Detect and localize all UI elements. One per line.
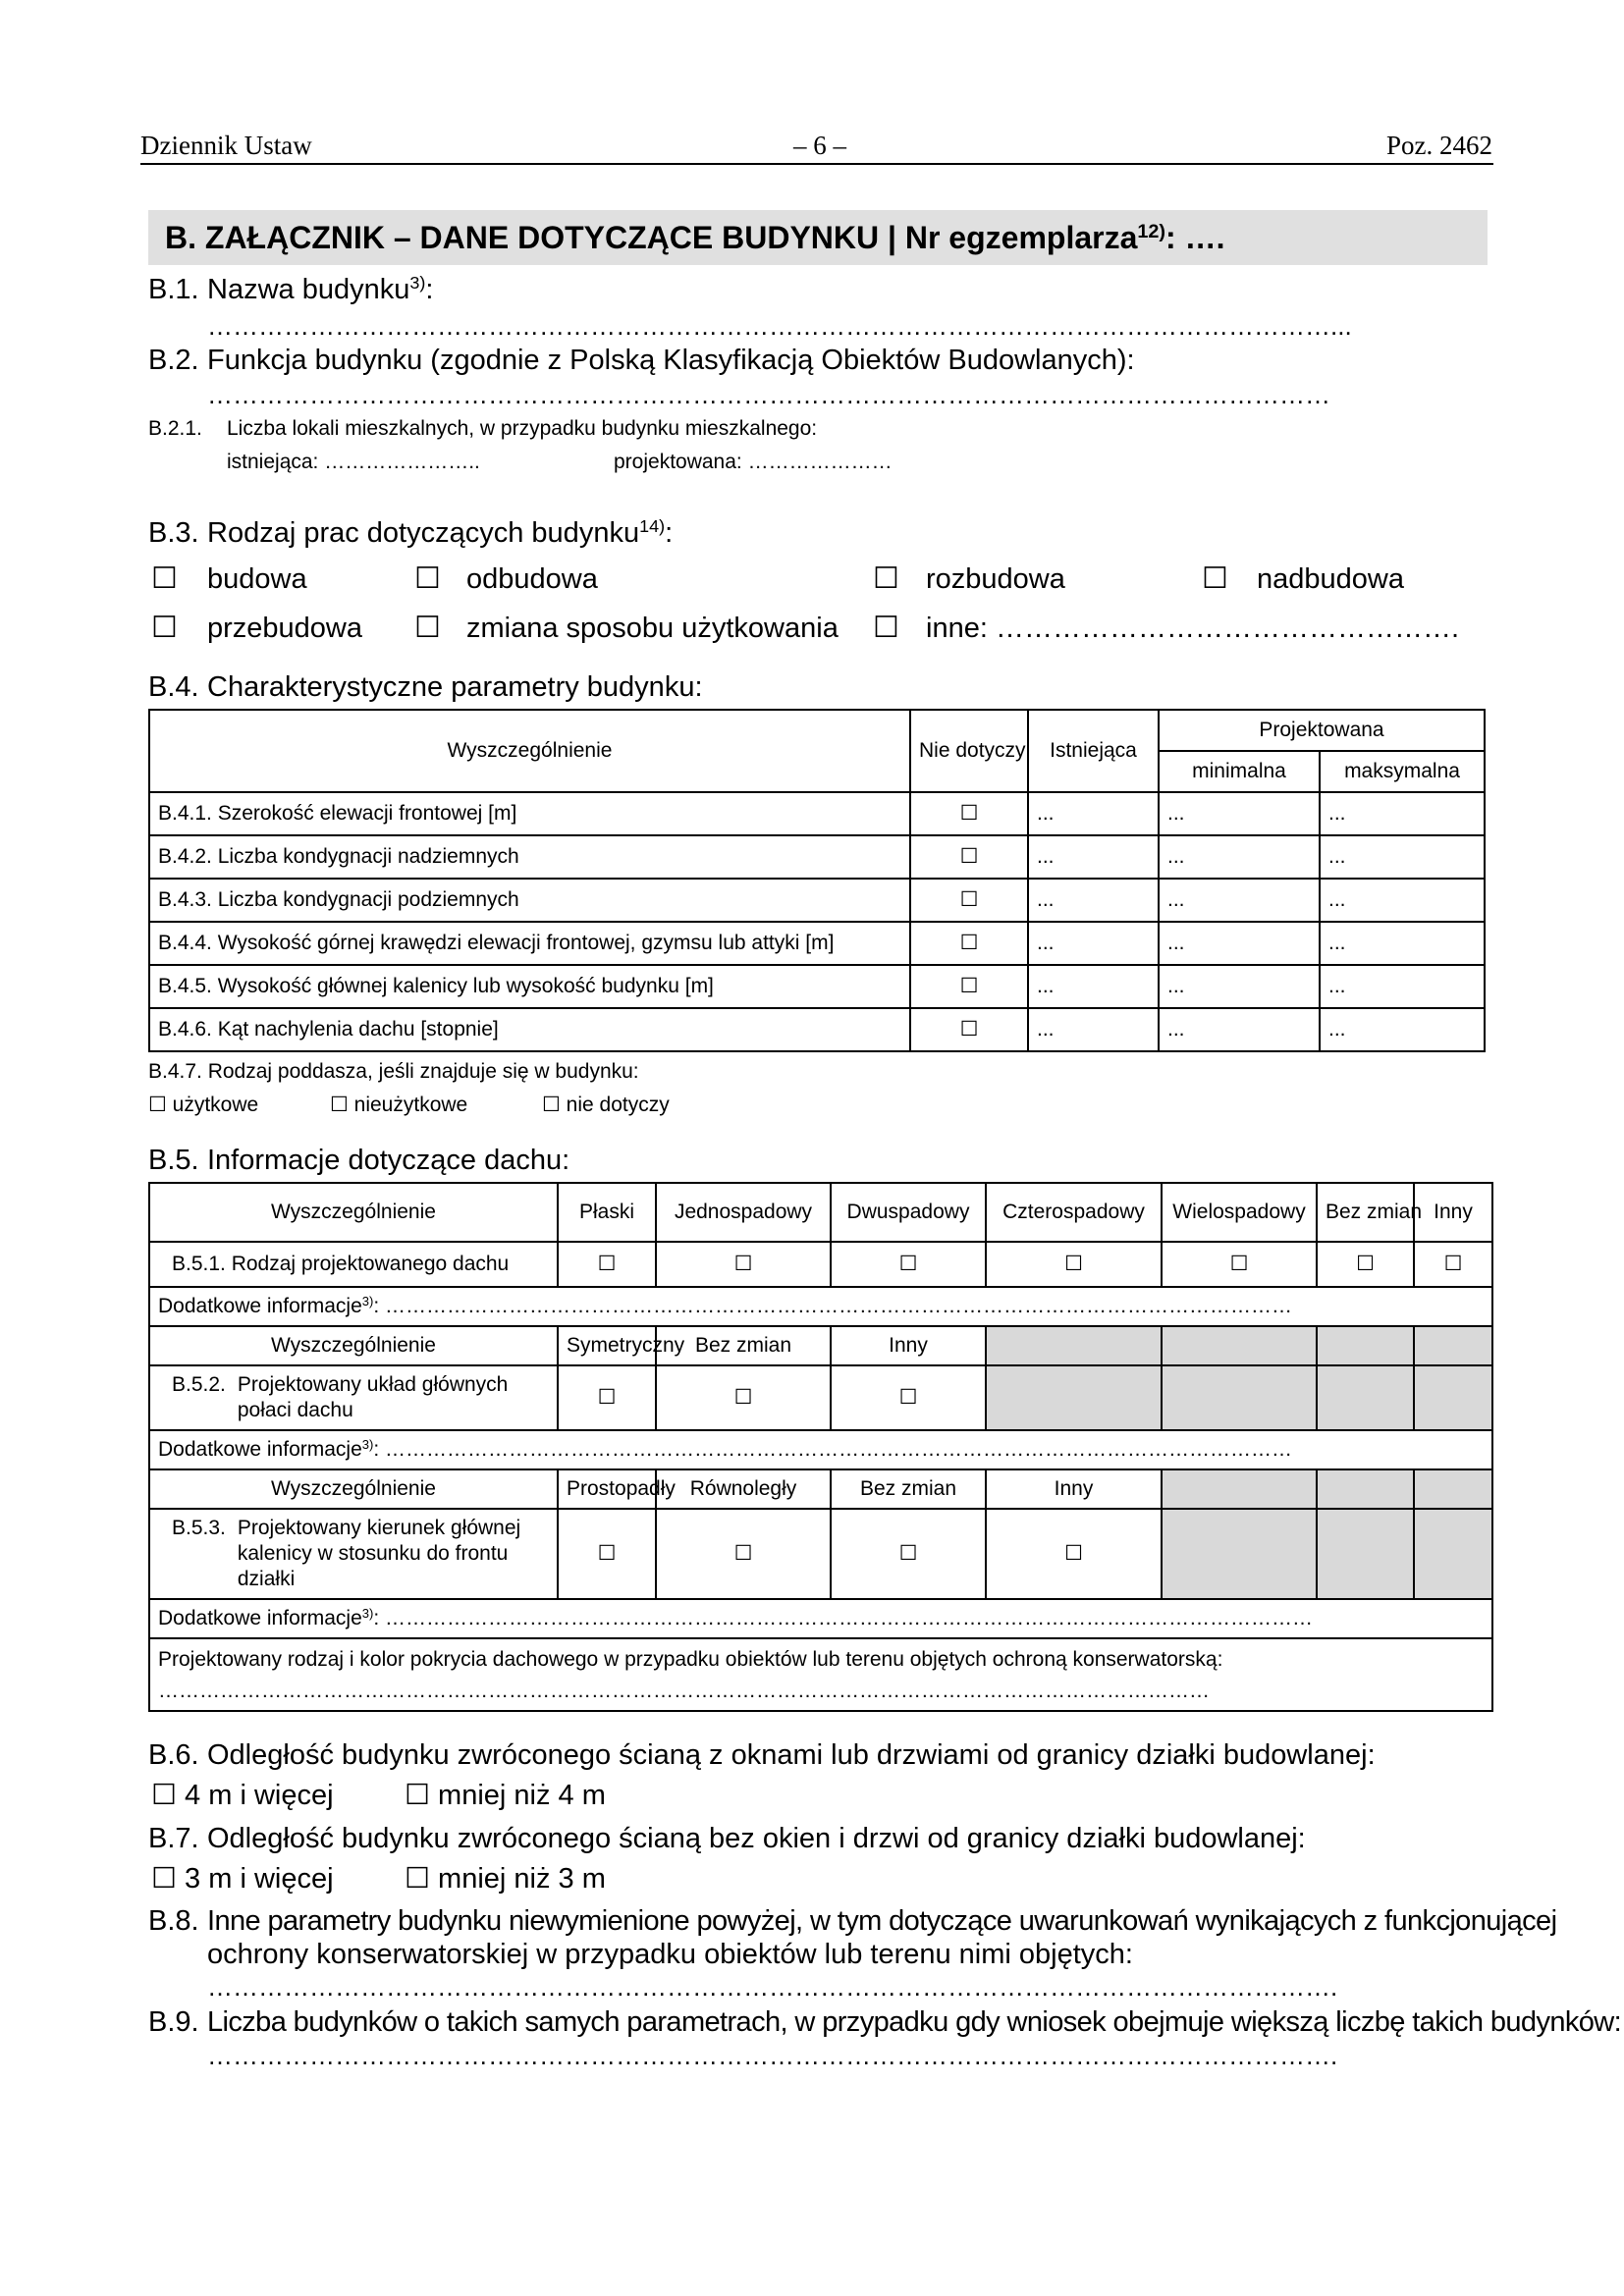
b3-number: B.3. [148, 517, 199, 549]
ridge-parallel: Równoległy [656, 1469, 831, 1509]
shaded-cell [1414, 1365, 1492, 1430]
layout-symmetric: Symetryczny [558, 1326, 656, 1365]
journal-name: Dziennik Ustaw [140, 131, 312, 160]
b4-row-na-checkbox[interactable]: ☐ [910, 965, 1028, 1008]
b4-row-label: B.4.6. Kąt nachylenia dachu [stopnie] [149, 1008, 910, 1051]
b4-header-min: minimalna [1159, 751, 1320, 792]
b4-row-existing[interactable]: ... [1028, 965, 1159, 1008]
option-inne-field[interactable]: inne: …………………………………………. [926, 613, 1459, 644]
b4-row-max[interactable]: ... [1320, 792, 1485, 835]
roof-type-hip: Czterospadowy [986, 1183, 1162, 1242]
table-row [149, 922, 1485, 965]
b4-row-na-checkbox[interactable]: ☐ [910, 1008, 1028, 1051]
ridge-perpendicular-checkbox[interactable]: ☐ [558, 1509, 656, 1599]
table-row [149, 835, 1485, 879]
shaded-cell [1317, 1326, 1414, 1365]
layout-symmetric-checkbox[interactable]: ☐ [558, 1365, 656, 1430]
b4-row-min[interactable]: ... [1159, 965, 1320, 1008]
b47-label: B.4.7. Rodzaj poddasza, jeśli znajduje się w budynku: [148, 1060, 639, 1083]
b4-row-label: B.4.1. Szerokość elewacji frontowej [m] [149, 792, 910, 835]
b21-planned-field[interactable]: projektowana: ………………… [614, 451, 893, 473]
option-rozbudowa: rozbudowa [926, 563, 1065, 595]
b5-label: Informacje dotyczące dachu: [207, 1145, 570, 1176]
ridge-parallel-checkbox[interactable]: ☐ [656, 1509, 831, 1599]
b4-row-na-checkbox[interactable]: ☐ [910, 792, 1028, 835]
section-title [148, 210, 1488, 265]
b6-option-4m-less[interactable]: ☐ mniej niż 4 m [405, 1780, 606, 1811]
ridge-other: Inny [986, 1469, 1162, 1509]
b4-row-max[interactable]: ... [1320, 922, 1485, 965]
b4-row-min[interactable]: ... [1159, 792, 1320, 835]
b51-extra-info[interactable]: Dodatkowe informacje$^{3)}$: …………………………………………………………………………………………………………………… [149, 1287, 1492, 1326]
shaded-cell [1317, 1365, 1414, 1430]
b4-number: B.4. [148, 671, 199, 703]
shaded-cell [1162, 1509, 1317, 1599]
b2-input-dots[interactable]: …………………………………………………………………………………………………………………… [207, 380, 1330, 409]
page-number: – 6 – [793, 131, 846, 160]
b1-input-dots[interactable]: ……………………………………………………………………………………………………………………... [207, 311, 1352, 341]
b4-row-existing[interactable]: ... [1028, 879, 1159, 922]
shaded-cell [1162, 1365, 1317, 1430]
b9-number: B.9. [148, 2006, 199, 2038]
b4-label: Charakterystyczne parametry budynku: [207, 671, 703, 703]
shaded-cell [1162, 1469, 1317, 1509]
roof-cover-label: Projektowany rodzaj i kolor pokrycia dachowego w przypadku obiektów lub terenu objętych ochroną konserwatorską: [158, 1648, 1223, 1671]
checkbox-zmiana[interactable]: ☐ [414, 612, 441, 644]
b52-header-spec: Wyszczególnienie [149, 1326, 558, 1365]
b6-number: B.6. [148, 1739, 199, 1771]
b3-label: Rodzaj prac dotyczących budynku$^{14)}$: [207, 516, 674, 549]
b4-row-label: B.4.2. Liczba kondygnacji nadziemnych [149, 835, 910, 879]
b53-label: B.5.3. Projektowany kierunek głównej kalenicy w stosunku do frontu działki [149, 1509, 558, 1599]
b53-header-spec: Wyszczególnienie [149, 1469, 558, 1509]
b7-option-3m-more[interactable]: ☐ 3 m i więcej [151, 1863, 334, 1895]
b52-label: B.5.2. Projektowany układ głównych połaci dachu [149, 1365, 558, 1430]
shaded-cell [1414, 1326, 1492, 1365]
checkbox-budowa[interactable]: ☐ [151, 562, 178, 595]
checkbox-przebudowa[interactable]: ☐ [151, 612, 178, 644]
shaded-cell [1414, 1469, 1492, 1509]
ridge-unchanged-checkbox[interactable]: ☐ [831, 1509, 986, 1599]
b4-row-max[interactable]: ... [1320, 1008, 1485, 1051]
b47-option-na[interactable]: ☐ nie dotyczy [542, 1094, 670, 1116]
roof-type-other: Inny [1414, 1183, 1492, 1242]
checkbox-inne[interactable]: ☐ [873, 612, 899, 644]
b21-label: Liczba lokali mieszkalnych, w przypadku budynku mieszkalnego: [227, 417, 818, 440]
b52-extra-info[interactable]: Dodatkowe informacje$^{3)}$: …………………………………………………………………………………………………………………… [149, 1430, 1492, 1469]
b9-input-dots[interactable]: ……………………………………………………………………………………………………………………. [207, 2041, 1338, 2070]
b7-option-3m-less[interactable]: ☐ mniej niż 3 m [405, 1863, 606, 1895]
b8-number: B.8. [148, 1905, 199, 1937]
b4-row-na-checkbox[interactable]: ☐ [910, 835, 1028, 879]
b4-row-existing[interactable]: ... [1028, 922, 1159, 965]
copy-number-field[interactable]: : …. [1165, 220, 1225, 255]
b7-label: Odległość budynku zwróconego ścianą bez okien i drzwi od granicy działki budowlanej: [207, 1823, 1306, 1854]
option-odbudowa: odbudowa [466, 563, 598, 595]
b4-row-min[interactable]: ... [1159, 835, 1320, 879]
shaded-cell [1162, 1326, 1317, 1365]
layout-other: Inny [831, 1326, 986, 1365]
option-nadbudowa: nadbudowa [1257, 563, 1404, 595]
roof-cover-dots[interactable]: ……………………………………………………………………………………………………………………………………… [158, 1680, 1210, 1702]
position-number: Poz. 2462 [1386, 131, 1492, 160]
b8-label-line1: Inne parametry budynku niewymienione powyżej, w tym dotyczące uwarunkowań wynikających z funkcjonującej [207, 1905, 1557, 1937]
shaded-cell [1317, 1469, 1414, 1509]
b5-roof-table [148, 1182, 1493, 1712]
table-row [149, 792, 1485, 835]
b4-header-planned: Projektowana [1159, 710, 1485, 751]
b4-row-existing[interactable]: ... [1028, 835, 1159, 879]
roof-flat-checkbox[interactable]: ☐ [558, 1242, 656, 1287]
b21-existing-field[interactable]: istniejąca: ………………….. [227, 451, 480, 473]
b47-option-usable[interactable]: ☐ użytkowe [148, 1094, 259, 1116]
b4-row-max[interactable]: ... [1320, 965, 1485, 1008]
ridge-other-checkbox[interactable]: ☐ [986, 1509, 1162, 1599]
b51-header-spec: Wyszczególnienie [149, 1183, 558, 1242]
layout-other-checkbox[interactable]: ☐ [831, 1365, 986, 1430]
roof-mono-checkbox[interactable]: ☐ [656, 1242, 831, 1287]
table-row [149, 1008, 1485, 1051]
ridge-unchanged: Bez zmian [831, 1469, 986, 1509]
b9-label: Liczba budynków o takich samych parametrach, w przypadku gdy wniosek obejmuje większą liczbę takich budynków: [207, 2006, 1622, 2038]
b47-option-unusable[interactable]: ☐ nieużytkowe [330, 1094, 468, 1116]
roof-type-mono: Jednospadowy [656, 1183, 831, 1242]
shaded-cell [1317, 1509, 1414, 1599]
shaded-cell [1414, 1509, 1492, 1599]
roof-type-flat: Płaski [558, 1183, 656, 1242]
roof-type-gable: Dwuspadowy [831, 1183, 986, 1242]
roof-type-unchanged: Bez zmian [1317, 1183, 1414, 1242]
roof-type-multi: Wielospadowy [1162, 1183, 1317, 1242]
b4-header-spec: Wyszczególnienie [149, 710, 910, 792]
b2-label: Funkcja budynku (zgodnie z Polską Klasyfikacją Obiektów Budowlanych): [207, 345, 1135, 376]
roof-hip-checkbox[interactable]: ☐ [986, 1242, 1162, 1287]
b4-row-min[interactable]: ... [1159, 1008, 1320, 1051]
checkbox-rozbudowa[interactable]: ☐ [873, 562, 899, 595]
shaded-cell [986, 1326, 1162, 1365]
b1-number: B.1. [148, 274, 199, 305]
b2-number: B.2. [148, 345, 199, 376]
checkbox-nadbudowa[interactable]: ☐ [1202, 562, 1228, 595]
ridge-perpendicular: Prostopadły [558, 1469, 656, 1509]
b4-row-existing[interactable]: ... [1028, 1008, 1159, 1051]
roof-other-checkbox[interactable]: ☐ [1414, 1242, 1492, 1287]
b4-row-min[interactable]: ... [1159, 879, 1320, 922]
b21-number: B.2.1. [148, 417, 202, 440]
b4-header-max: maksymalna [1320, 751, 1485, 792]
table-row [149, 879, 1485, 922]
option-budowa: budowa [207, 563, 307, 595]
roof-gable-checkbox[interactable]: ☐ [831, 1242, 986, 1287]
b4-row-label: B.4.4. Wysokość górnej krawędzi elewacji frontowej, gzymsu lub attyki [m] [149, 922, 910, 965]
b6-label: Odległość budynku zwróconego ścianą z oknami lub drzwiami od granicy działki budowlanej: [207, 1739, 1376, 1771]
option-zmiana-sposobu: zmiana sposobu użytkowania [466, 613, 839, 644]
b4-row-label: B.4.3. Liczba kondygnacji podziemnych [149, 879, 910, 922]
section-title-text: B. ZAŁĄCZNIK – DANE DOTYCZĄCE BUDYNKU | Nr egzemplarza [165, 220, 1138, 255]
b4-header-na: Nie dotyczy [910, 710, 1028, 792]
b6-option-4m-more[interactable]: ☐ 4 m i więcej [151, 1780, 334, 1811]
b51-label: B.5.1. Rodzaj projektowanego dachu [149, 1242, 558, 1287]
section-title-footnote: 12) [1137, 221, 1166, 243]
header-rule [140, 163, 1493, 165]
b1-label: Nazwa budynku$^{3)}$: [207, 273, 434, 305]
b8-input-dots[interactable]: ……………………………………………………………………………………………………………………. [207, 1972, 1338, 2002]
b4-row-min[interactable]: ... [1159, 922, 1320, 965]
roof-unchanged-checkbox[interactable]: ☐ [1317, 1242, 1414, 1287]
b4-parameters-table [148, 709, 1486, 1052]
table-row [149, 965, 1485, 1008]
b4-row-max[interactable]: ... [1320, 879, 1485, 922]
b4-header-existing: Istniejąca [1028, 710, 1159, 792]
option-przebudowa: przebudowa [207, 613, 362, 644]
checkbox-odbudowa[interactable]: ☐ [414, 562, 441, 595]
b4-row-label: B.4.5. Wysokość głównej kalenicy lub wysokość budynku [m] [149, 965, 910, 1008]
b53-extra-info[interactable]: Dodatkowe informacje$^{3)}$: ……………………………………………………………………………………………………………………… [149, 1599, 1492, 1638]
layout-unchanged-checkbox[interactable]: ☐ [656, 1365, 831, 1430]
roof-cover-field[interactable] [149, 1638, 1492, 1711]
b4-row-max[interactable]: ... [1320, 835, 1485, 879]
layout-unchanged: Bez zmian [656, 1326, 831, 1365]
roof-multi-checkbox[interactable]: ☐ [1162, 1242, 1317, 1287]
b4-row-na-checkbox[interactable]: ☐ [910, 922, 1028, 965]
b4-row-existing[interactable]: ... [1028, 792, 1159, 835]
b4-row-na-checkbox[interactable]: ☐ [910, 879, 1028, 922]
shaded-cell [986, 1365, 1162, 1430]
b7-number: B.7. [148, 1823, 199, 1854]
b5-number: B.5. [148, 1145, 199, 1176]
b8-label-line2: ochrony konserwatorskiej w przypadku obiektów lub terenu nimi objętych: [207, 1939, 1133, 1970]
